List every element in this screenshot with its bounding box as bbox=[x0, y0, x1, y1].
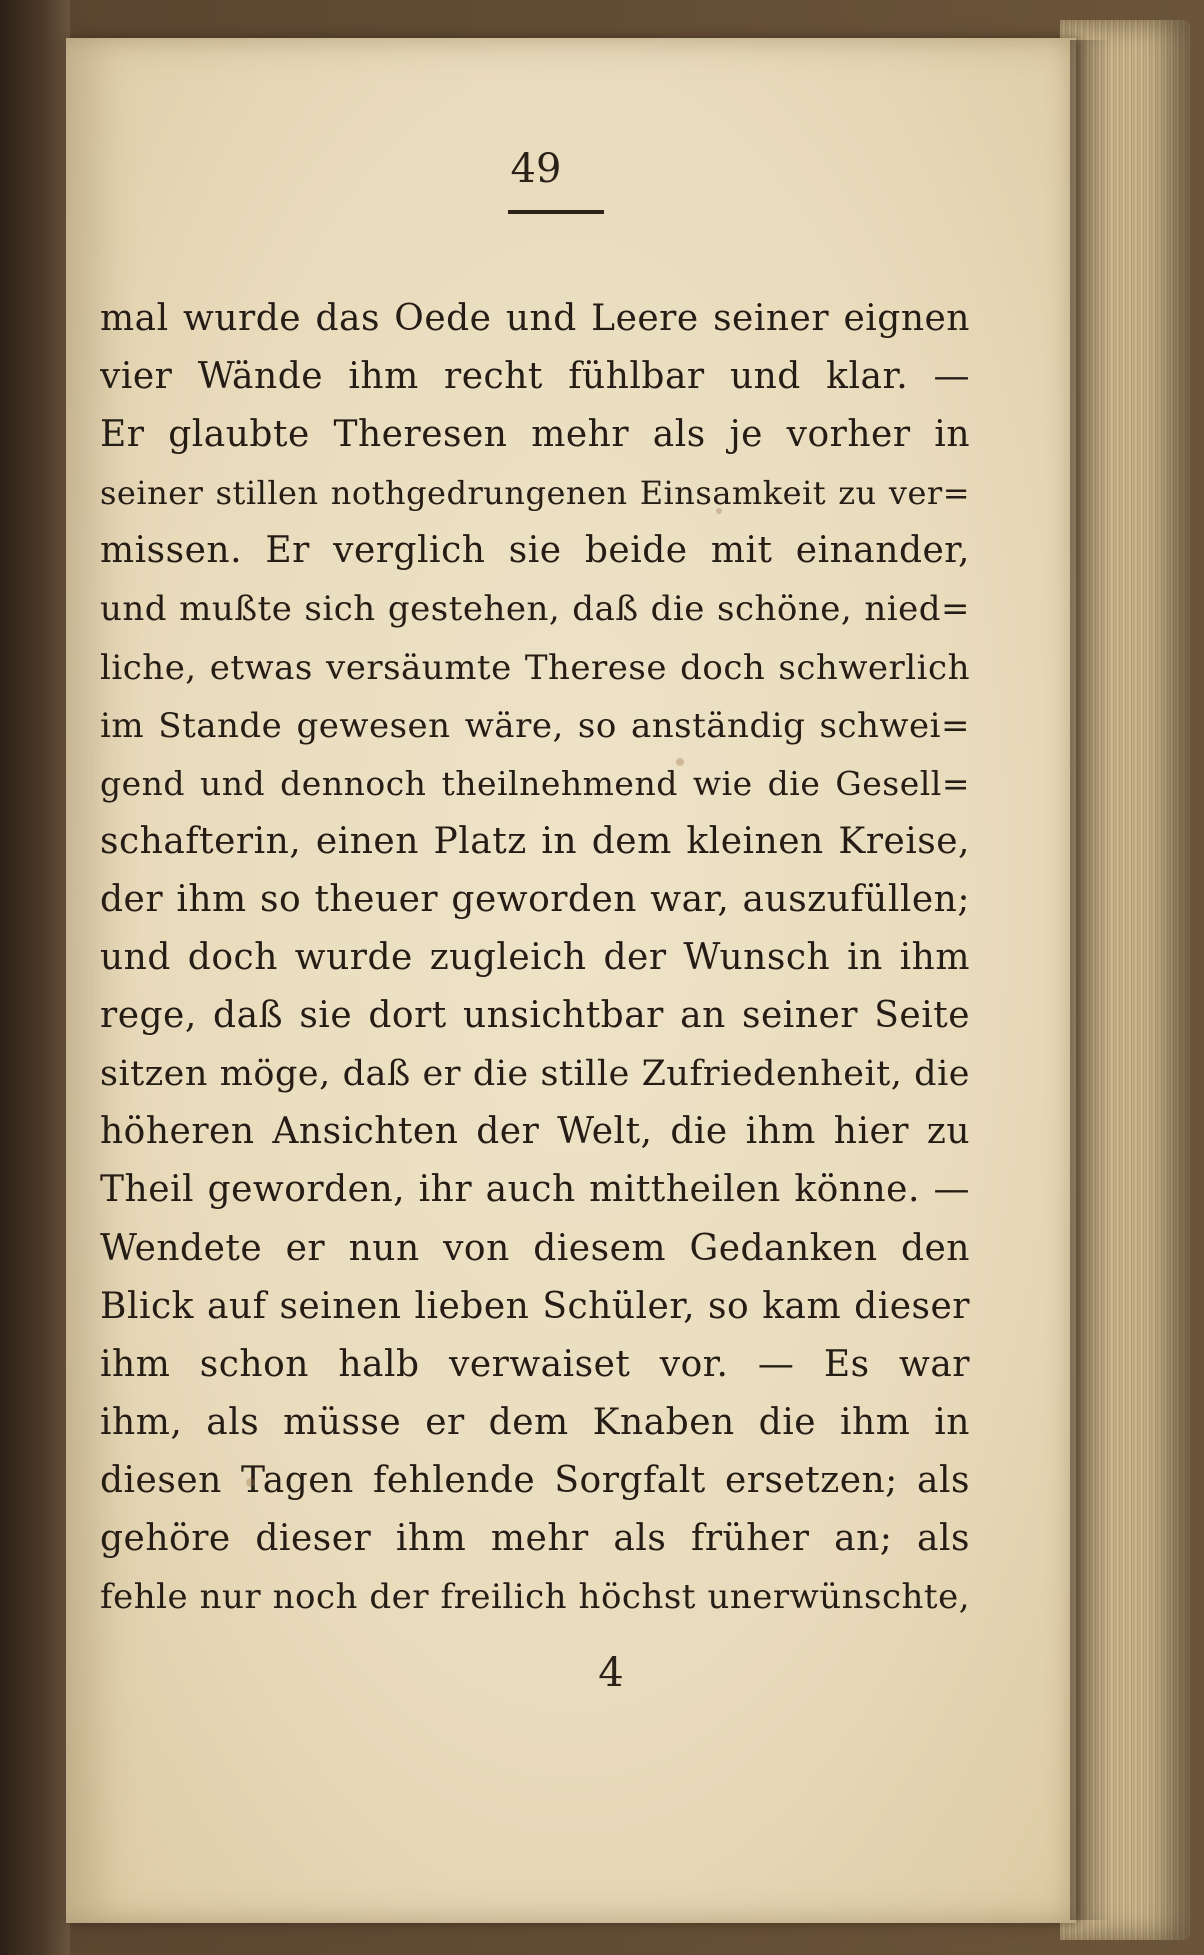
signature-mark: 4 bbox=[598, 1650, 624, 1696]
page-gutter-shadow bbox=[1070, 40, 1110, 1920]
text-line: mal wurde das Oede und Leere seiner eignen bbox=[100, 298, 970, 339]
text-line: der ihm so theuer geworden war, auszufüllen; bbox=[100, 878, 970, 920]
text-line: rege, daß sie dort unsichtbar an seiner Seite bbox=[100, 995, 970, 1037]
book-cover-edge bbox=[0, 0, 70, 1955]
text-line: höheren Ansichten der Welt, die ihm hier zu bbox=[100, 1111, 970, 1153]
text-line: ihm, als müsse er dem Knaben die ihm in bbox=[100, 1401, 970, 1443]
header-rule bbox=[508, 210, 604, 214]
foxing-spot bbox=[716, 508, 722, 514]
text-line: Er glaubte Theresen mehr als je vorher in bbox=[100, 414, 970, 456]
text-line: vier Wände ihm recht fühlbar und klar. — bbox=[100, 356, 970, 398]
text-line: seiner stillen nothgedrungenen Einsamkeit zu ver= bbox=[100, 474, 970, 513]
text-line: ihm schon halb verwaiset vor. — Es war bbox=[100, 1343, 970, 1385]
text-line: Blick auf seinen lieben Schüler, so kam dieser bbox=[100, 1285, 970, 1327]
text-line: missen. Er verglich sie beide mit einander, bbox=[100, 530, 970, 572]
text-line: und mußte sich gestehen, daß die schöne, nied= bbox=[100, 589, 970, 630]
page-number: 49 bbox=[510, 146, 562, 192]
text-line: sitzen möge, daß er die stille Zufriedenheit, die bbox=[100, 1054, 970, 1095]
text-line: diesen Tagen fehlende Sorgfalt ersetzen; als bbox=[100, 1459, 970, 1501]
text-line: und doch wurde zugleich der Wunsch in ihm bbox=[100, 937, 970, 979]
text-line: fehle nur noch der freilich höchst unerwünschte, bbox=[100, 1577, 970, 1618]
text-line: gend und dennoch theilnehmend wie die Gesell= bbox=[100, 763, 970, 803]
text-line: schafterin, einen Platz in dem kleinen Kreise, bbox=[100, 820, 970, 862]
text-line: im Stande gewesen wäre, so anständig schwei= bbox=[100, 705, 970, 746]
text-line: Theil geworden, ihr auch mittheilen könne. — bbox=[100, 1169, 970, 1211]
page-text bbox=[100, 290, 970, 1626]
text-line: gehöre dieser ihm mehr als früher an; als bbox=[100, 1517, 970, 1559]
foxing-spot bbox=[246, 1478, 255, 1487]
book-page bbox=[66, 38, 1076, 1923]
text-line: liche, etwas versäumte Therese doch schwerlich bbox=[100, 647, 970, 688]
text-line: Wendete er nun von diesem Gedanken den bbox=[100, 1227, 970, 1269]
foxing-spot bbox=[676, 758, 684, 766]
